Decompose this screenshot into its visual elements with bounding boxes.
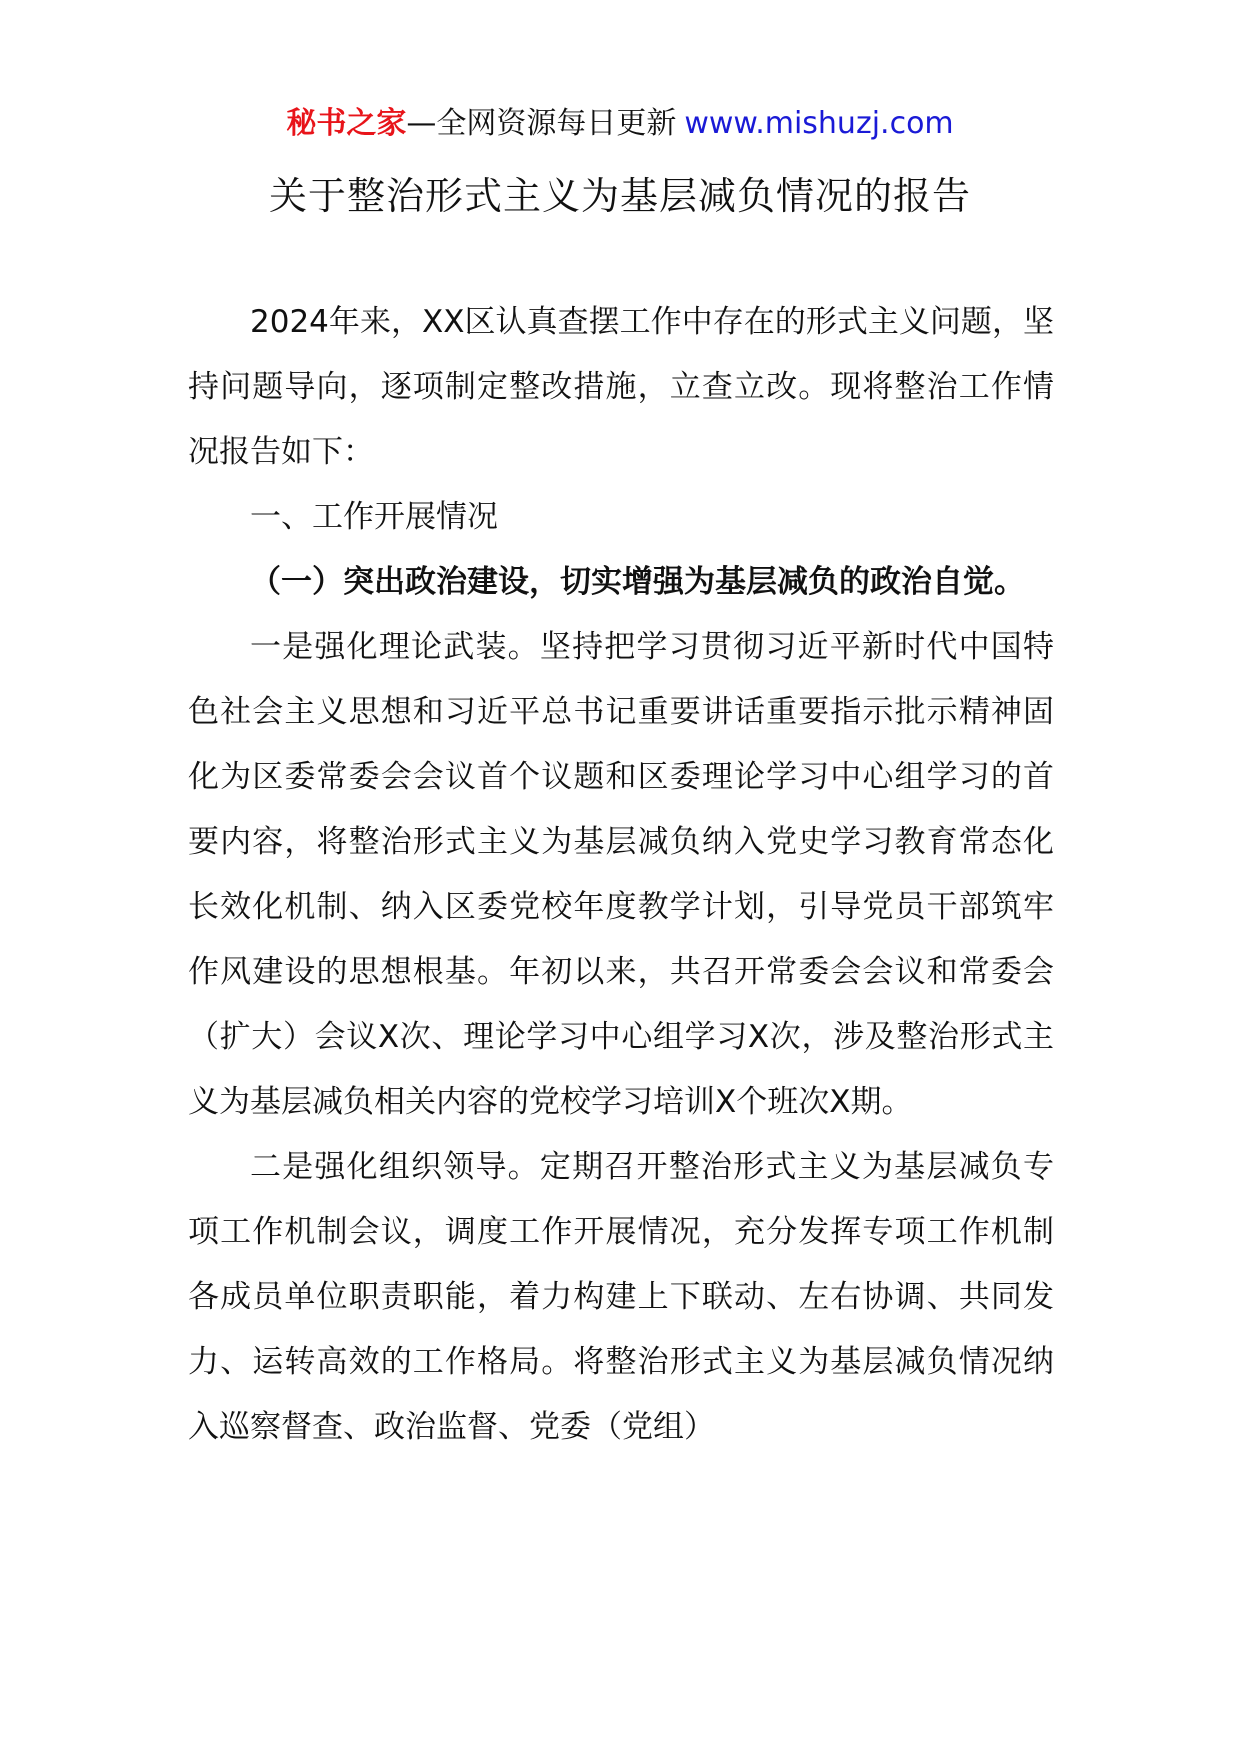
- intro-paragraph: 2024年来，XX区认真查摆工作中存在的形式主义问题，坚持问题导向，逐项制定整改措施，立查立改。现将整治工作情况报告如下：: [188, 304, 1054, 470]
- website-link[interactable]: www.mishuzj.com: [684, 106, 954, 141]
- site-banner: [0, 104, 1240, 144]
- banner-tagline: —全网资源每日更新: [406, 106, 677, 141]
- section-heading: 一、工作开展情况: [250, 499, 498, 535]
- brand-name: 秘书之家: [286, 106, 407, 141]
- subsection-heading: （一）突出政治建设，切实增强为基层减负的政治自觉。: [250, 564, 1025, 600]
- document-title: 关于整治形式主义为基层减负情况的报告: [268, 174, 971, 218]
- body-paragraph: 二是强化组织领导。定期召开整治形式主义为基层减负专项工作机制会议，调度工作开展情况，充分发挥专项工作机制各成员单位职责职能，着力构建上下联动、左右协调、共同发力、运转高效的工作格局。将整治形式主义为基层减负情况纳入巡察督查、政治监督、党委（党组）: [188, 1149, 1054, 1445]
- body-paragraph: 一是强化理论武装。坚持把学习贯彻习近平新时代中国特色社会主义思想和习近平总书记重要讲话重要指示批示精神固化为区委常委会会议首个议题和区委理论学习中心组学习的首要内容，将整治形式主义为基层减负纳入党史学习教育常态化长效化机制、纳入区委党校年度教学计划，引导党员干部筑牢作风建设的思想根基。年初以来，共召开常委会会议和常委会（扩大）会议X次、理论学习中心组学习X次，涉及整治形式主义为基层减负相关内容的党校学习培训X个班次X期。: [188, 629, 1054, 1120]
- document-body: [188, 290, 1054, 1460]
